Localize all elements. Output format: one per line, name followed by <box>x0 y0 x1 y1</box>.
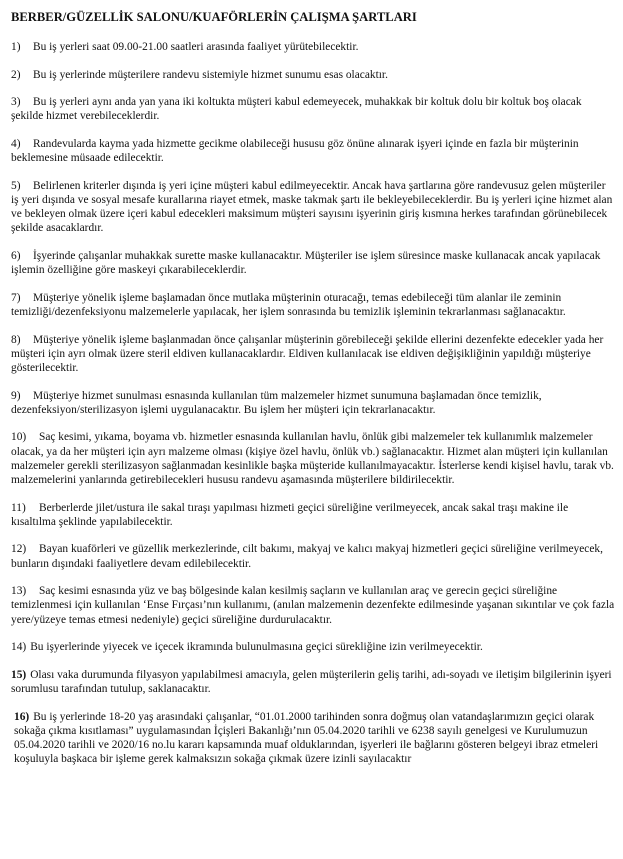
rule-text: Bu iş yerlerinde 18-20 yaş arasındaki çalışanlar, “01.01.2000 tarihinden sonra doğmuş olan vatandaşlarımızın geçici olarak sokağa çıkma kısıtlaması” uygulamasından İçişleri Bakanlığı’nın 05.04.2020 tarihli ve 6238 sayılı genelgesi ve Kurulumuzun 05.04.2020 tarihli ve 2020/16 no.lu kararı kapsamında muaf olduklarından, işyerleri ile bağlarını gösteren belgeyi ibraz etmeleri koşuluyla başkaca bir işleme gerek kalmaksızın sokağa çıkmak üzere izinli sayılacaktır <box>14 710 599 766</box>
rule-text: Belirlenen kriterler dışında iş yeri içine müşteri kabul edilmeyecektir. Ancak hava şartlarına göre randevusuz gelen müşteriler iş yeri dışında ve sosyal mesafe kurallarına riayet etmek, maske takmak şartı ile bekleyebileceklerdir. Bu iş yerleri içine hizmet alan ve bekleyen olmak üzere içeri kabul edecekleri maksimum müşteri sayısını işyerinin giriş kısmına herkes tarafından görünebilecek şekilde asacaklardır. <box>11 179 613 235</box>
rule-item-6 <box>11 249 615 277</box>
rule-text: Saç kesimi esnasında yüz ve baş bölgesinde kalan kesilmiş saçların ve kullanılan araç ve gerecin geçici süreliğine temizlenmesi için kullanılan ‘Ense Fırçası’nın kullanımı, (anılan malzemenin dezenfekte edilmesinde yaşanan sıkıntılar ve çok fazla yere/yüzeye temas etmesi nedeniyle) geçici süreliğine durdurulacaktır. <box>11 585 615 626</box>
rule-item-12 <box>11 542 615 570</box>
rule-number: 9) <box>11 389 21 402</box>
rule-text: Olası vaka durumunda filyasyon yapılabilmesi amacıyla, gelen müşterilerin geliş tarihi, adı-soyadı ve iletişim bilgilerinin işyeri sorumlusu tarafından tutulup, saklanacaktır. <box>11 668 612 695</box>
rule-item-2 <box>11 68 615 82</box>
rule-number: 1) <box>11 41 21 53</box>
rule-item-9 <box>11 389 615 417</box>
rule-item-8 <box>11 333 615 376</box>
rule-text: İşyerinde çalışanlar muhakkak surette maske kullanacaktır. Müşteriler ise işlem süresince maske kullanacak ancak yapılacak işlemin özelliğine göre maskeyi çıkarabileceklerdir. <box>11 249 601 277</box>
rule-item-14 <box>11 640 615 654</box>
rule-item-13 <box>11 584 615 627</box>
rule-number: 15) <box>11 668 27 681</box>
rule-item-1 <box>11 40 615 54</box>
rule-number: 12) <box>11 543 27 556</box>
rule-number: 10) <box>11 431 27 444</box>
rule-text: Bu işyerlerinde yiyecek ve içecek ikramında bulunulmasına geçici sürekliğine izin verilmeyecektir. <box>30 641 483 654</box>
rule-item-7 <box>11 291 615 319</box>
rule-number: 16) <box>14 710 30 723</box>
rule-text: Bu iş yerleri saat 09.00-21.00 saatleri arasında faaliyet yürütebilecektir. <box>33 41 359 53</box>
rule-text: Bu iş yerleri aynı anda yan yana iki koltukta müşteri kabul edemeyecek, muhakkak bir koltuk dolu bir koltuk boş olacak şekilde hizmet verebileceklerdir. <box>11 96 582 123</box>
rule-text: Müşteriye yönelik işleme başlanmadan önce çalışanlar müşterinin görebileceği şekilde ellerini dezenfekte edecekler yada her müşteri için ayrı olmak üzere steril eldiven kullanacaklardır. Eldiven kullanılacak ise eldiven değişikliğinin yapıldığı müşteriye gösterilecektir. <box>11 333 604 374</box>
rule-text: Berberlerde jilet/ustura ile sakal tıraşı yapılması hizmeti geçici süreliğine verilmeyecek, ancak sakal traşı makine ile kısaltılma şeklinde yapılabilecektir. <box>11 501 569 528</box>
rule-text: Saç kesimi, yıkama, boyama vb. hizmetler esnasında kullanılan havlu, önlük gibi malzemeler tek kullanımlık malzemeler olacak, ya da her müşteri için ayrı malzeme olması (kişiye özel havlu, önlük vb.) sağlanacaktır. Hizmet alan müşteri için kullanılan malzemeler gerekli sterilizasyon sağlanmadan kesinlikle başka müşteride kullanılmayacaktır. İsterlerse kendi kişisel havlu, tarak vb. malzemelerini yanlarında getirebilecekleri hususu randevu aşamasında müşterilere bildirilecektir. <box>11 431 614 486</box>
rule-item-3 <box>11 95 615 123</box>
rule-item-11 <box>11 501 615 529</box>
rule-text: Müşteriye hizmet sunulması esnasında kullanılan tüm malzemeler hizmet sunumuna başlamadan önce temizlik, dezenfeksiyon/sterilizasyon işlemi uygulanacaktır. Bu işlem her müşteri için tekrarlanacaktır. <box>11 389 542 416</box>
rule-text: Müşteriye yönelik işleme başlamadan önce mutlaka müşterinin oturacağı, temas edebileceği tüm alanlar ile zeminin temizliği/dezenfeksiyonu malzemelerle yapılacak, her işlem sonrasında bu temizlik işleminin tekrarlanması sağlanacaktır. <box>11 291 566 318</box>
rule-item-15 <box>11 668 615 696</box>
rule-number: 13) <box>11 585 27 598</box>
rule-number: 5) <box>11 179 21 192</box>
rules-list <box>11 40 615 766</box>
rule-number: 11) <box>11 501 26 514</box>
rule-number: 4) <box>11 137 21 150</box>
rule-text: Bayan kuaförleri ve güzellik merkezlerinde, cilt bakımı, makyaj ve kalıcı makyaj hizmetleri geçici süreliğine verilmeyecek, bunların dışındaki faaliyetlere devam edilebilecektir. <box>11 543 603 570</box>
rule-number: 7) <box>11 291 21 304</box>
rule-text: Randevularda kayma yada hizmette gecikme olabileceği hususu göz önüne alınarak işyeri içinde en fazla bir müşterinin beklemesine müsaade edilecektir. <box>11 137 579 165</box>
rule-number: 2) <box>11 68 21 81</box>
rule-item-5 <box>11 179 615 236</box>
rule-text: Bu iş yerlerinde müşterilere randevu sistemiyle hizmet sunumu esas olacaktır. <box>33 68 388 81</box>
rule-item-16 <box>11 710 615 767</box>
rule-number: 3) <box>11 96 21 109</box>
document-title: BERBER/GÜZELLİK SALONU/KUAFÖRLERİN ÇALIŞMA ŞARTLARI <box>11 10 417 24</box>
rule-number: 8) <box>11 333 21 346</box>
rule-number: 6) <box>11 249 21 262</box>
rule-item-4 <box>11 137 615 165</box>
rule-number: 14) <box>11 641 27 654</box>
rule-item-10 <box>11 430 615 487</box>
